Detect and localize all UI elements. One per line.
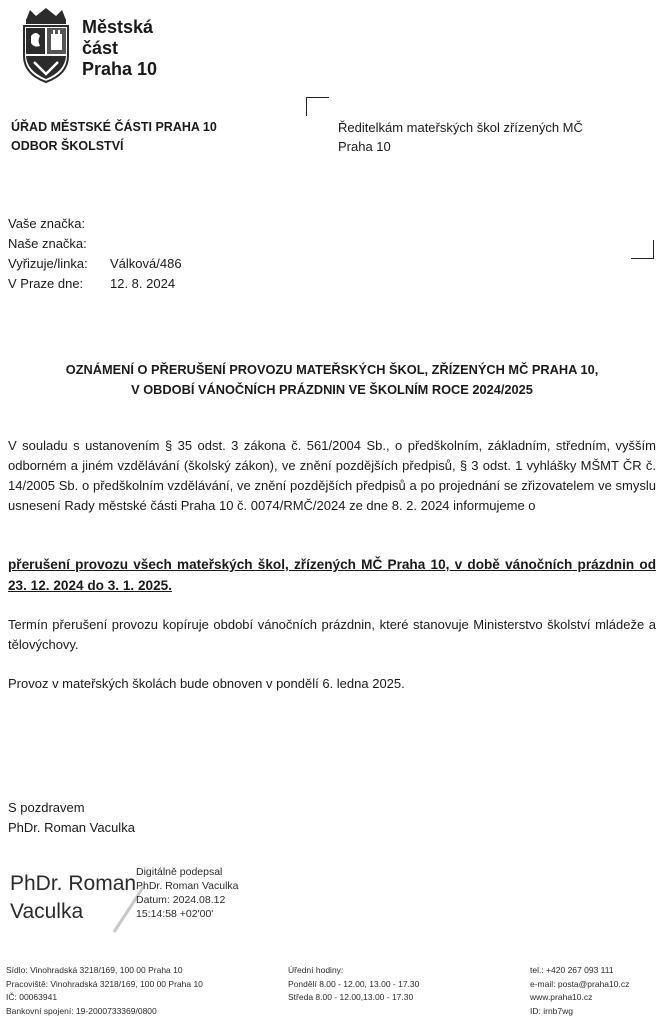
signature-info-1: Digitálně podepsal: [136, 866, 223, 878]
date-value: 12. 8. 2024: [110, 276, 176, 291]
handler-row: [8, 254, 182, 274]
footer-hours: [288, 964, 419, 1005]
sender-block: [11, 118, 217, 156]
brand-name: [82, 17, 157, 80]
recipient-block: [338, 118, 583, 156]
date-row: [8, 274, 176, 294]
our-ref-row: [8, 234, 88, 254]
signature-info-2: PhDr. Roman Vaculka: [136, 880, 239, 892]
coat-of-arms-logo: [18, 6, 74, 86]
signature-name-line-1: PhDr. Roman: [10, 872, 137, 895]
digital-signature-info: [136, 865, 239, 921]
footer-email[interactable]: e-mail: posta@praha10.cz: [530, 978, 630, 989]
handler-value: Válková/486: [110, 256, 182, 271]
signature-name-line-2: Vaculka: [10, 900, 84, 923]
brand-line-3: Praha 10: [82, 59, 158, 79]
your-ref-label: Vaše značka:: [8, 216, 86, 231]
footer-ic: IČ: 00063941: [6, 992, 58, 1002]
recipient-line-2: Praha 10: [338, 139, 391, 154]
our-ref-label: Naše značka:: [8, 236, 87, 251]
footer-workplace: Pracoviště: Vinohradská 3218/169, 100 00 Praha 10: [6, 978, 203, 989]
title-line-2: V OBDOBÍ VÁNOČNÍCH PRÁZDNIN VE ŠKOLNÍM ROCE 2024/2025: [131, 382, 533, 397]
date-label: V Praze dne:: [8, 276, 84, 291]
footer-data-box-id: ID: irnb7wg: [530, 1005, 573, 1016]
closing-block: [8, 798, 135, 838]
handler-label: Vyřizuje/linka:: [8, 256, 88, 271]
footer-seat: Sídlo: Vinohradská 3218/169, 100 00 Praha 10: [6, 965, 183, 975]
footer-contact: [530, 964, 629, 1018]
greeting: S pozdravem: [8, 800, 85, 815]
address-window-corner-top-left: [306, 97, 329, 116]
paragraph-legal-basis: V souladu s ustanovením § 35 odst. 3 zákona č. 561/2004 Sb., o předškolním, základním, středním, vyšším odborném a jiném vzdělávání (školský zákon), ve znění pozdějších předpisů, § 3 odst. 1 vyhlášky MŠMT ČR č. 14/2005 Sb. o předškolním vzdělávání, ve znění pozdějších předpisů a po projednání se zřizovatelem ve smyslu usnesení Rady městské části Praha 10 č. 0074/RMČ/2024 ze dne 8. 2. 2024 informujeme o: [8, 438, 656, 513]
sender-office: ÚŘAD MĚSTSKÉ ČÁSTI PRAHA 10: [11, 120, 217, 134]
paragraph-term: Termín přerušení provozu kopíruje období vánočních prázdnin, které stanovuje Ministerstvo školství mládeže a tělovýchovy.: [8, 617, 656, 652]
footer-phone: tel.: +420 267 093 111: [530, 965, 614, 975]
closure-notice: přerušení provozu všech mateřských škol, zřízených MČ Praha 10, v době vánočních prázdnin od 23. 12. 2024 do 3. 1. 2025.: [8, 557, 656, 593]
footer-hours-wednesday: Středa 8.00 - 12.00,13.00 - 17.30: [288, 992, 414, 1002]
document-title: [0, 360, 664, 400]
signatory-name: PhDr. Roman Vaculka: [8, 820, 135, 835]
your-ref-row: [8, 214, 88, 234]
title-line-1: OZNÁMENÍ O PŘERUŠENÍ PROVOZU MATEŘSKÝCH ŠKOL, ZŘÍZENÝCH MČ PRAHA 10,: [65, 362, 599, 377]
reference-block: [8, 214, 182, 294]
address-window-corner-bottom-right: [631, 240, 654, 259]
signature-info-4: 15:14:58 +02'00': [136, 908, 214, 920]
brand-line-1: Městská: [82, 17, 154, 37]
footer-address: [6, 964, 203, 1018]
footer-hours-label: Úřední hodiny:: [288, 965, 344, 975]
recipient-line-1: Ředitelkám mateřských škol zřízených MČ: [338, 120, 583, 135]
footer-bank: Bankovní spojení: 19-2000733369/0800: [6, 1005, 157, 1016]
paragraph-reopening: Provoz v mateřských školách bude obnoven v pondělí 6. ledna 2025.: [8, 676, 405, 691]
footer-website[interactable]: www.praha10.cz: [530, 992, 593, 1002]
footer-hours-monday: Pondělí 8.00 - 12.00, 13.00 - 17.30: [288, 978, 420, 989]
signature-info-3: Datum: 2024.08.12: [136, 894, 226, 906]
brand-line-2: část: [82, 38, 119, 58]
sender-department: ODBOR ŠKOLSTVÍ: [11, 139, 124, 153]
